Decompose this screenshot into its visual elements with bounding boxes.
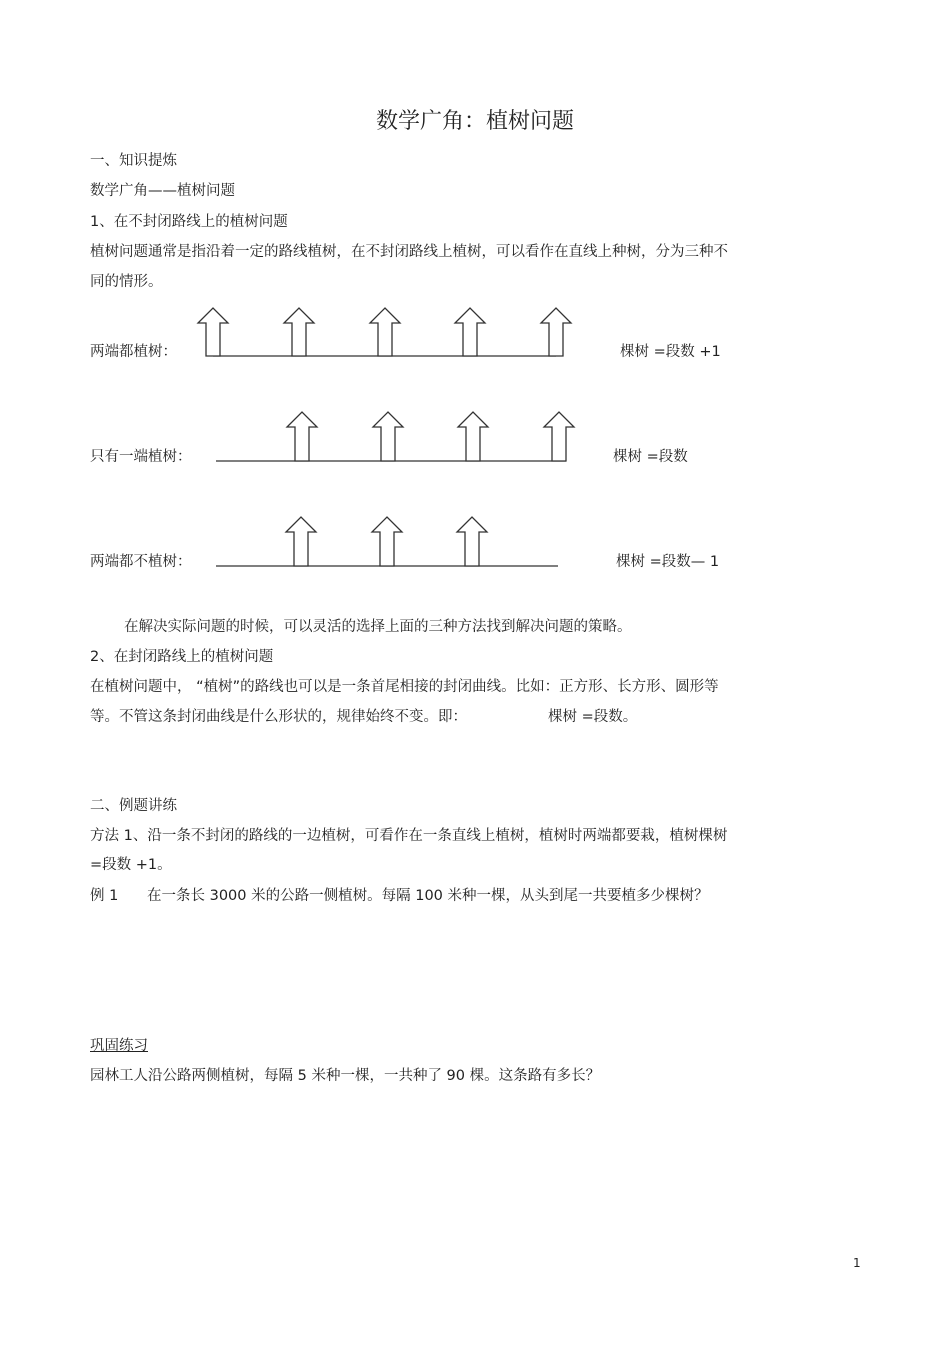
part1-heading: 1、在不封闭路线上的植树问题 xyxy=(90,214,288,230)
page-number: 1 xyxy=(853,1256,861,1270)
part1-desc-line1: 植树问题通常是指沿着一定的路线植树，在不封闭路线上植树，可以看作在直线上种树，分为三种不 xyxy=(90,244,728,260)
tree-arrow xyxy=(284,308,314,356)
tree-arrow xyxy=(544,412,574,461)
part2-desc-line2: 等。不管这条封闭曲线是什么形状的，规律始终不变。即： xyxy=(90,709,467,725)
tree-arrow xyxy=(287,412,317,461)
tree-arrow xyxy=(373,412,403,461)
case-formula-both-ends: 棵树 =段数 +1 xyxy=(620,344,721,360)
part2-formula: 棵树 =段数。 xyxy=(548,709,638,725)
tree-arrow xyxy=(455,308,485,356)
case-formula-one-end: 棵树 =段数 xyxy=(613,449,688,465)
method1-line2: =段数 +1。 xyxy=(90,857,172,873)
tree-arrow xyxy=(370,308,400,356)
strategy-note: 在解决实际问题的时候，可以灵活的选择上面的三种方法找到解决问题的策略。 xyxy=(124,619,632,635)
method1-line1: 方法 1、沿一条不封闭的路线的一边植树，可看作在一条直线上植树，植树时两端都要栽，植树棵树 xyxy=(90,828,728,844)
tree-arrow xyxy=(457,517,487,566)
tree-arrow xyxy=(286,517,316,566)
practice-heading: 巩固练习 xyxy=(90,1038,148,1054)
example1-label: 例 1 xyxy=(90,888,119,904)
example1-text: 在一条长 3000 米的公路一侧植树。每隔 100 米种一棵，从头到尾一共要植多少棵树？ xyxy=(147,888,709,904)
case-formula-no-ends: 棵树 =段数— 1 xyxy=(616,554,720,570)
part2-desc-line1: 在植树问题中， “植树”的路线也可以是一条首尾相接的封闭曲线。比如：正方形、长方形、圆形等 xyxy=(90,679,719,695)
section-heading-knowledge: 一、知识提炼 xyxy=(90,153,177,169)
page-title: 数学广角：植树问题 xyxy=(375,109,574,134)
part2-heading: 2、在封闭路线上的植树问题 xyxy=(90,649,274,665)
subtitle: 数学广角——植树问题 xyxy=(90,183,235,199)
case-label-one-end: 只有一端植树： xyxy=(90,449,192,465)
tree-arrow xyxy=(198,308,228,356)
section-heading-examples: 二、例题讲练 xyxy=(90,798,177,814)
tree-arrow xyxy=(372,517,402,566)
practice-text: 园林工人沿公路两侧植树，每隔 5 米种一棵，一共种了 90 棵。这条路有多长？ xyxy=(90,1068,601,1084)
tree-arrow xyxy=(458,412,488,461)
case-label-no-ends: 两端都不植树： xyxy=(90,554,192,570)
part1-desc-line2: 同的情形。 xyxy=(90,274,163,290)
tree-arrow xyxy=(541,308,571,356)
case-label-both-ends: 两端都植树： xyxy=(90,344,177,360)
